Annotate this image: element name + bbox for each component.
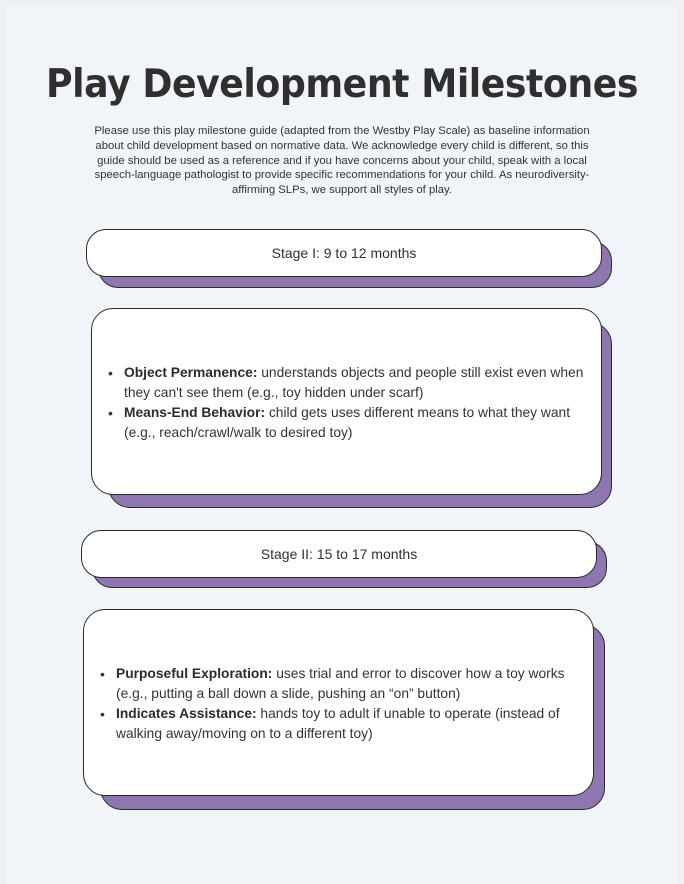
stage-1-body — [91, 308, 602, 495]
stage-1-header — [86, 229, 602, 277]
item-term: Object Permanence: — [124, 365, 258, 380]
list-item — [96, 704, 590, 744]
list-item — [104, 403, 598, 443]
item-desc: uses trial and error to discover how a toy works (e.g., putting a ball down a slide, pushing an “on” button) — [116, 666, 565, 701]
list-item — [104, 363, 598, 403]
item-desc: child gets uses different means to what they want (e.g., reach/crawl/walk to desired toy) — [124, 405, 571, 440]
item-term: Means-End Behavior: — [124, 405, 266, 420]
item-desc: hands toy to adult if unable to operate (instead of walking away/moving on to a different toy) — [116, 706, 560, 741]
stage-2-list — [96, 664, 590, 744]
stage-1-label: Stage I: 9 to 12 months — [271, 245, 417, 261]
stage-2-label: Stage II: 15 to 17 months — [260, 546, 418, 562]
item-term: Purposeful Exploration: — [116, 666, 273, 681]
stage-2-header — [81, 530, 597, 578]
intro-paragraph: Please use this play milestone guide (adapted from the Westby Play Scale) as baseline information about child development based on normative data. We acknowledge every child is different, so this guide should be used as a reference and if you have concerns about your child, speak with a local speech-language pathologist to provide specific recommendations for your child. As neurodiversity-affirming SLPs, we support all styles of play. — [94, 125, 590, 197]
item-desc: understands objects and people still exist even when they can't see them (e.g., toy hidden under scarf) — [124, 365, 584, 400]
item-term: Indicates Assistance: — [116, 706, 257, 721]
list-item — [96, 664, 590, 704]
stage-1-list — [104, 363, 598, 443]
page-title: Play Development Milestones — [46, 62, 638, 107]
stage-2-body — [83, 609, 594, 796]
